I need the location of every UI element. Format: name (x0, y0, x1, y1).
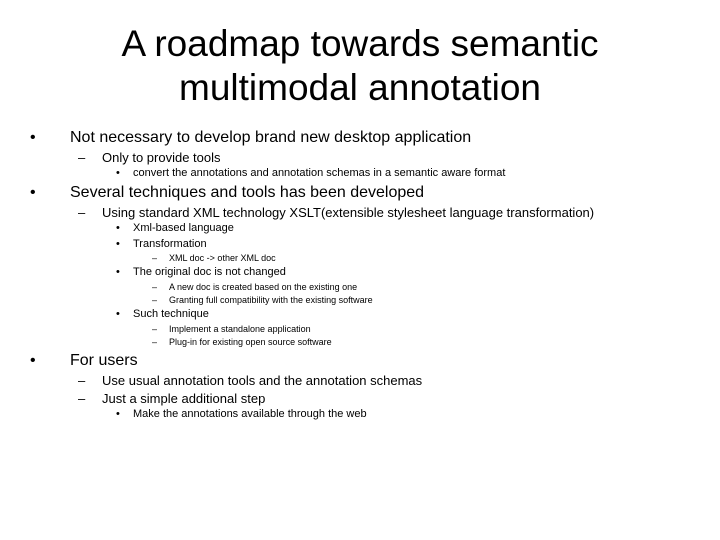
bullet-2-text: Several techniques and tools has been developed (70, 184, 425, 201)
bullet-marker: • (116, 266, 120, 278)
bullet-marker: • (116, 238, 120, 250)
bullet-marker: • (30, 184, 36, 201)
dash-marker: – (152, 337, 158, 347)
slide-title (60, 22, 660, 110)
dash-marker: – (152, 253, 158, 263)
such-technique-detail-2-text: Plug-in for existing open source software (169, 337, 332, 347)
original-doc-detail-1-text: A new doc is created based on the existing one (169, 282, 358, 292)
transformation-detail-text: XML doc -> other XML doc (169, 253, 276, 263)
bullet-marker: • (116, 222, 120, 234)
dash-marker: – (152, 282, 158, 292)
bullet-marker: • (116, 408, 120, 420)
bullet-2-sub-1-text: Using standard XML technology XSLT(extensible stylesheet language transformation) (102, 205, 595, 220)
dash-marker: – (78, 373, 86, 388)
such-technique-detail-1-text: Implement a standalone application (169, 324, 311, 334)
bullet-3-sub-1-text: Use usual annotation tools and the annotation schemas (102, 373, 423, 388)
dash-marker: – (78, 150, 86, 165)
such-technique-text: Such technique (133, 308, 209, 320)
title-line-2: multimodal annotation (179, 67, 541, 108)
original-doc-text: The original doc is not changed (133, 266, 286, 278)
bullet-3-sub-2-item-1-text: Make the annotations available through the web (133, 408, 367, 420)
title-line-1: A roadmap towards semantic (121, 23, 599, 64)
dash-marker: – (152, 295, 158, 305)
dash-marker: – (78, 205, 86, 220)
bullet-marker: • (116, 167, 120, 179)
transformation-text: Transformation (133, 238, 207, 250)
bullet-1-text: Not necessary to develop brand new desktop application (70, 129, 472, 146)
bullet-3-sub-2-text: Just a simple additional step (102, 391, 266, 406)
bullet-1-sub-1-text: Only to provide tools (102, 150, 221, 165)
bullet-marker: • (30, 129, 36, 146)
xml-based-language-text: Xml-based language (133, 222, 234, 234)
bullet-3-text: For users (70, 352, 138, 369)
bullet-marker: • (116, 308, 120, 320)
bullet-marker: • (30, 352, 36, 369)
bullet-1-sub-1-item-1-text: convert the annotations and annotation schemas in a semantic aware format (133, 167, 506, 179)
dash-marker: – (78, 391, 86, 406)
original-doc-detail-2-text: Granting full compatibility with the existing software (169, 295, 373, 305)
dash-marker: – (152, 324, 158, 334)
